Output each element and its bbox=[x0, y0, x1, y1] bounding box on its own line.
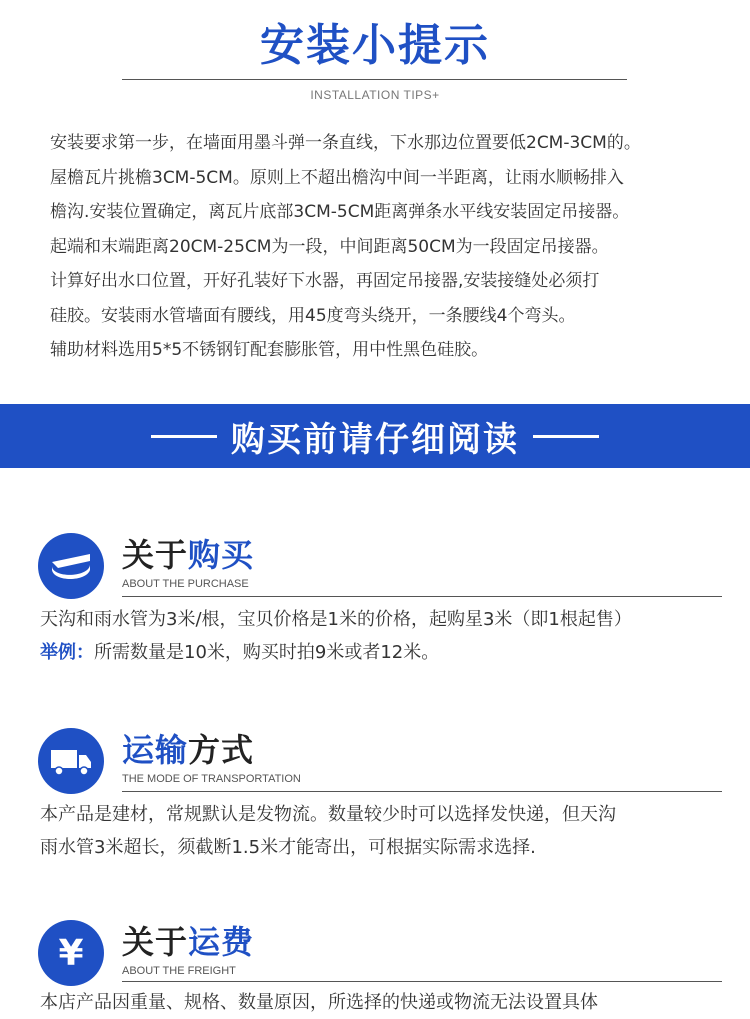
title-dark-part: 方式 bbox=[188, 731, 255, 769]
banner-dash-left bbox=[151, 435, 217, 438]
title-dark-part: 关于 bbox=[122, 536, 189, 574]
read-before-purchase-banner bbox=[0, 404, 750, 468]
section-title bbox=[122, 535, 254, 575]
section-divider bbox=[122, 981, 722, 982]
title-blue-part: 运费 bbox=[188, 923, 255, 961]
tips-title-divider bbox=[122, 79, 627, 80]
tips-line: 起端和末端距离20CM-25CM为一段，中间距离50CM为一段固定吊接器。 bbox=[50, 236, 609, 257]
section-title bbox=[122, 922, 254, 962]
tips-line: 辅助材料选用5*5不锈钢钉配套膨胀管，用中性黑色硅胶。 bbox=[50, 340, 489, 360]
tips-subtitle: INSTALLATION TIPS+ bbox=[310, 88, 440, 102]
example-text: 所需数量是10米，购买时拍9米或者12米。 bbox=[94, 642, 440, 663]
section-body bbox=[40, 986, 730, 1019]
title-blue-part: 运输 bbox=[122, 731, 189, 769]
tips-line: 檐沟.安装位置确定，离瓦片底部3CM-5CM距离弹条水平线安装固定吊接器。 bbox=[50, 202, 630, 222]
tips-line: 计算好出水口位置，开好孔装好下水器，再固定吊接器,安装接缝处必须打 bbox=[50, 271, 600, 291]
example-line bbox=[40, 636, 730, 669]
example-label: 举例： bbox=[40, 642, 94, 663]
section-divider bbox=[122, 596, 722, 597]
section-divider bbox=[122, 791, 722, 792]
banner-dash-right bbox=[533, 435, 599, 438]
tips-title: 安装小提示 bbox=[260, 20, 490, 71]
purchase-line: 天沟和雨水管为3米/根，宝贝价格是1米的价格，起购星3米（即1根起售） bbox=[40, 609, 632, 630]
tips-line: 硅胶。安装雨水管墙面有腰线，用45度弯头绕开，一条腰线4个弯头。 bbox=[50, 305, 576, 326]
yen-icon: ¥ bbox=[38, 920, 104, 986]
freight-line: 本店产品因重量、规格、数量原因，所选择的快递或物流无法设置具体 bbox=[40, 992, 598, 1013]
transport-line: 雨水管3米超长，须截断1.5米才能寄出，可根据实际需求选择. bbox=[40, 837, 536, 858]
transport-line: 本产品是建材，常规默认是发物流。数量较少时可以选择发快递，但天沟 bbox=[40, 804, 616, 825]
truck-icon bbox=[38, 728, 104, 794]
section-body bbox=[40, 798, 730, 864]
section-title bbox=[122, 730, 254, 770]
tips-line: 屋檐瓦片挑檐3CM-5CM。原则上不超出檐沟中间一半距离，让雨水顺畅排入 bbox=[50, 167, 624, 188]
section-subtitle: THE MODE OF TRANSPORTATION bbox=[122, 773, 301, 785]
title-blue-part: 购买 bbox=[188, 536, 255, 574]
banner-text: 购买前请仔细阅读 bbox=[231, 419, 519, 460]
section-body bbox=[40, 603, 730, 669]
section-subtitle: ABOUT THE FREIGHT bbox=[122, 965, 236, 977]
gutter-icon bbox=[38, 533, 104, 599]
tips-body bbox=[50, 126, 730, 368]
section-subtitle: ABOUT THE PURCHASE bbox=[122, 578, 249, 590]
tips-line: 安装要求第一步，在墙面用墨斗弹一条直线，下水那边位置要低2CM-3CM的。 bbox=[50, 133, 641, 153]
title-dark-part: 关于 bbox=[122, 923, 189, 961]
